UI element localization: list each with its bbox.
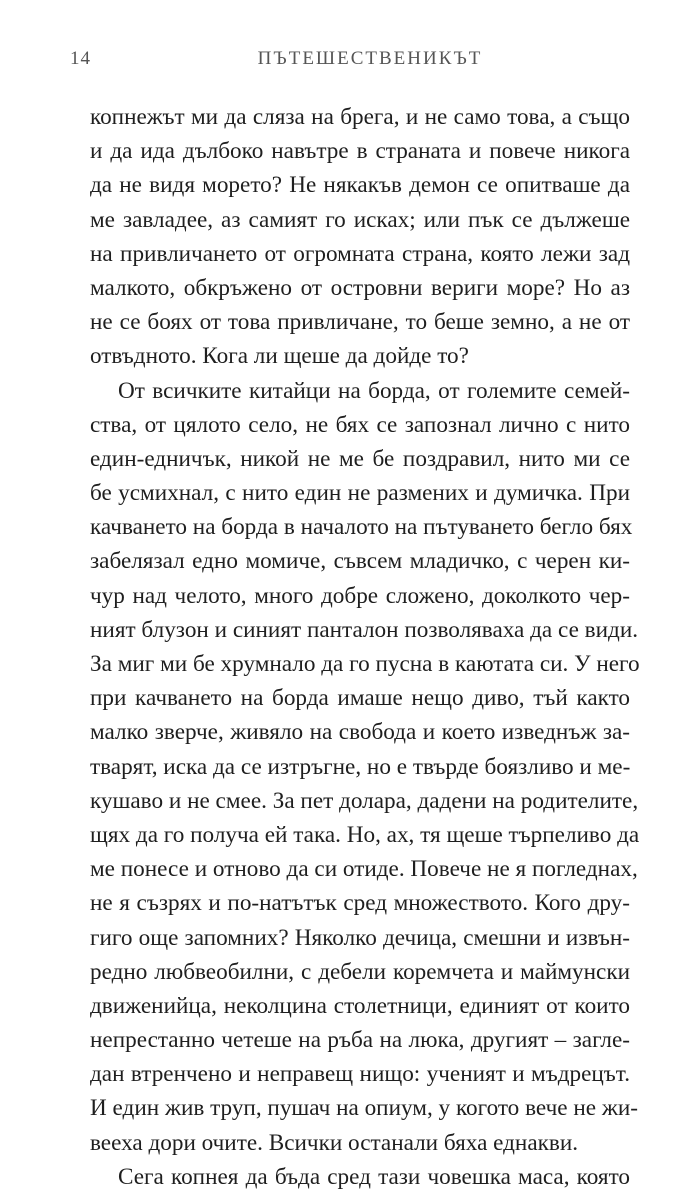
text-line: гиго още запомних? Няколко дечица, смешни и извън- <box>90 924 630 951</box>
text-line: копнежът ми да сляза на брега, и не само това, а също <box>90 104 630 130</box>
text-line: чур над челото, много добре сложено, доколкото чер- <box>90 582 630 609</box>
text-line: качването на борда в началото на пътуването бегло бях <box>90 514 633 541</box>
text-line: кушаво и не смее. За пет долара, дадени на родителите, <box>90 787 639 814</box>
paragraph-1 <box>90 100 630 374</box>
text-body <box>90 100 640 1194</box>
running-title: ПЪТЕШЕСТВЕНИКЪТ <box>257 48 483 69</box>
text-line: непрестанно четеше на ръба на люка, другият – загле- <box>90 1027 630 1054</box>
text-line: ме завладее, аз самият го исках; или пък се дължеше <box>90 206 630 233</box>
text-line: един-едничък, никой не ме бе поздравил, нито ми се <box>90 445 630 472</box>
text-line: дан втренчено и неправещ нищо: ученият и мъдрецът. <box>90 1061 630 1088</box>
text-line: ме понесе и отново да си отиде. Повече не я погледнах, <box>90 856 638 883</box>
page-number: 14 <box>70 48 91 69</box>
paragraph-3 <box>90 1160 630 1194</box>
text-line: тварят, иска да се изтръгне, но е твърде боязливо и ме- <box>90 753 631 780</box>
text-line: ства, от цялото село, не бях се запознал лично с нито <box>90 411 630 438</box>
running-head <box>70 42 630 72</box>
text-line: За миг ми бе хрумнало да го пусна в каютата си. У него <box>90 651 640 677</box>
text-line: при качването на борда имаше нещо диво, тъй както <box>90 685 630 712</box>
paragraph-2 <box>90 374 640 1160</box>
text-line: движенийца, неколцина столетници, единият от които <box>90 992 630 1019</box>
text-line: забелязал едно момиче, съвсем младичко, с черен ки- <box>90 548 630 575</box>
text-line: От всичките китайци на борда, от големите семей- <box>118 377 630 404</box>
text-line: ният блузон и синият панталон позволяваха да се види. <box>90 616 639 643</box>
text-line: отвъдното. Кога ли щеше да дойде то? <box>90 343 469 370</box>
text-line: не се боях от това привличане, то беше земно, а не от <box>90 309 630 336</box>
text-line: редно любвеобилни, с дебели коремчета и маймунски <box>90 958 630 985</box>
text-line: и да ида дълбоко навътре в страната и повече никога <box>90 138 630 165</box>
text-line: на привличането от огромната страна, която лежи зад <box>90 240 630 267</box>
text-line: да не видя морето? Не някакъв демон се опитваше да <box>90 172 630 199</box>
text-line: И един жив труп, пушач на опиум, у когото вече не жи- <box>90 1095 638 1122</box>
text-line: вееха дори очите. Всички останали бяха еднакви. <box>90 1129 579 1156</box>
text-line: малко зверче, живяло на свобода и което изведнъж за- <box>90 719 630 746</box>
text-line: не я съзрях и по-натътък сред множеството. Кого дру- <box>90 890 630 917</box>
text-line: малкото, обкръжено от островни вериги море? Но аз <box>90 274 630 301</box>
text-line: щях да го получа ей така. Но, ах, тя щеше търпеливо да <box>90 821 640 848</box>
text-line: бе усмихнал, с нито един не размених и думичка. При <box>90 480 630 507</box>
text-line: Сега копнея да бъда сред тази човешка маса, която <box>118 1163 630 1190</box>
